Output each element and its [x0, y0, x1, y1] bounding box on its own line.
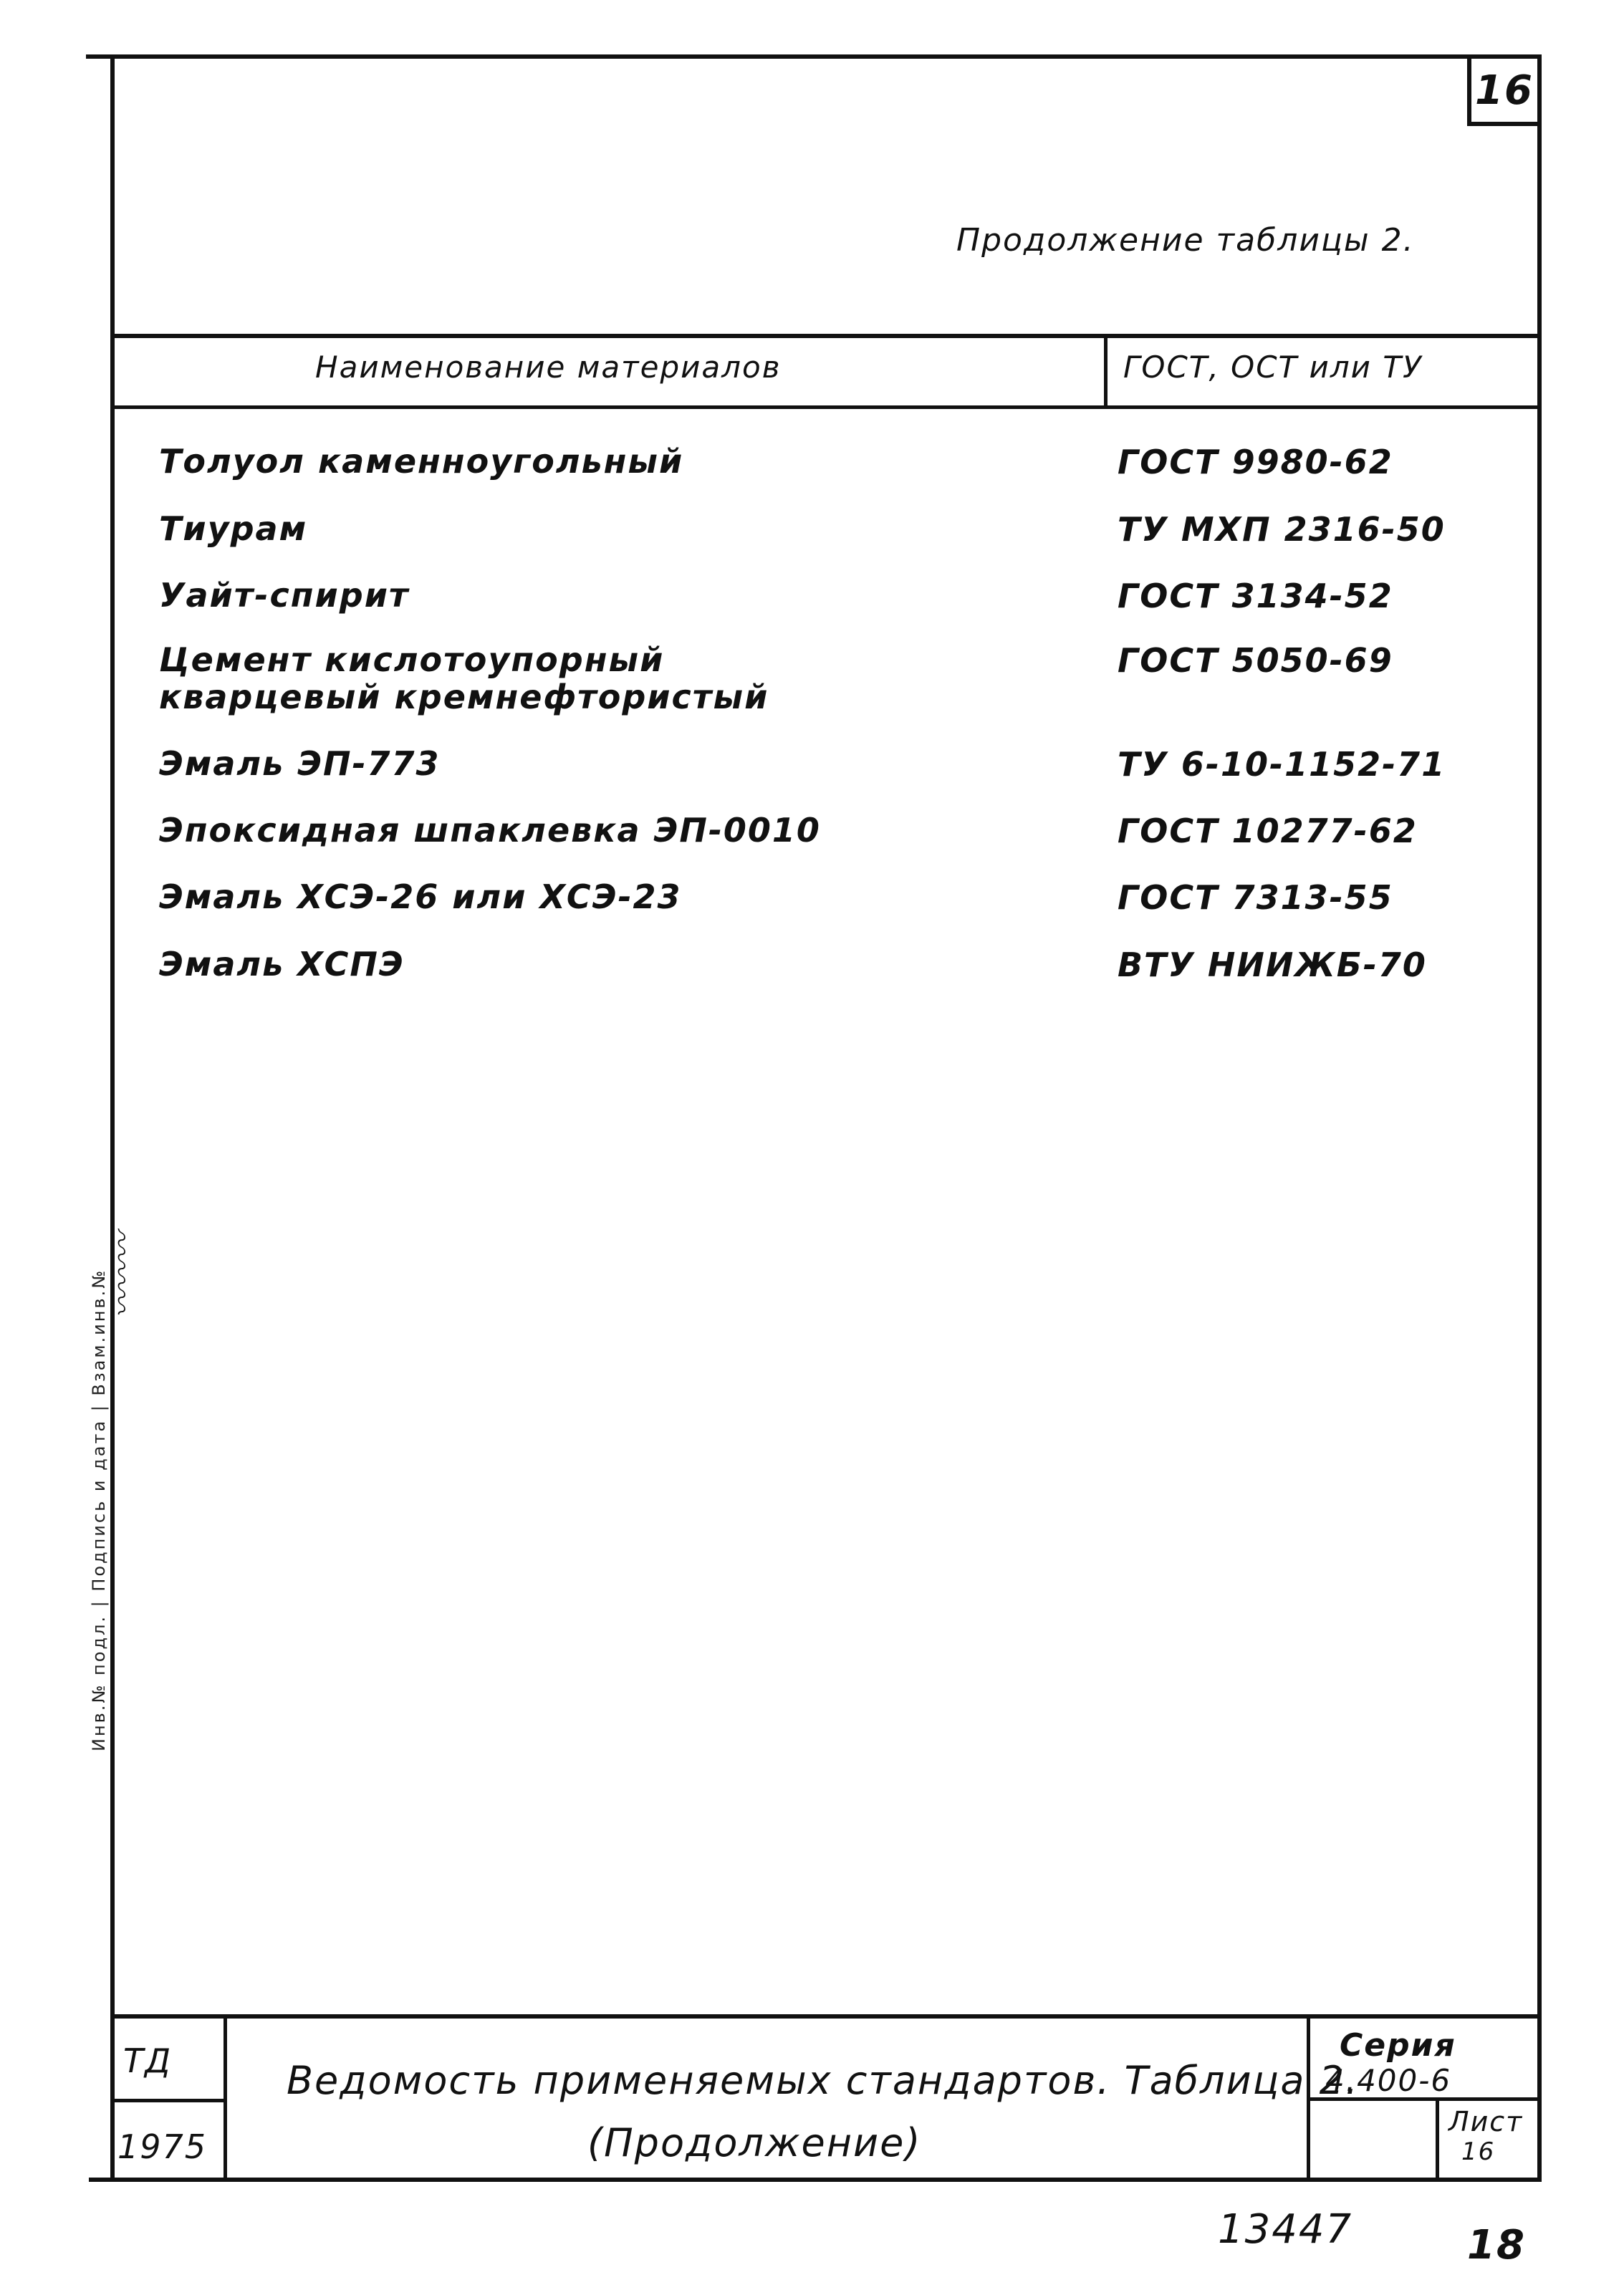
title-block-subtitle: (Продолжение)	[587, 2120, 922, 2165]
table-row-standard: ГОСТ 10277-62	[1118, 812, 1418, 850]
title-block-sheet-label: Лист	[1448, 2106, 1524, 2137]
title-block-top-line	[110, 2014, 1542, 2019]
bottom-extension-line	[89, 2178, 117, 2182]
title-block-sheet-divider	[1436, 2097, 1439, 2182]
table-row-name: Эмаль ХСЭ-26 или ХСЭ-23	[159, 877, 682, 916]
table-row-name: Толуол каменноугольный	[159, 442, 684, 481]
table-header-bottom-line	[110, 405, 1542, 409]
table-row-standard: ГОСТ 3134-52	[1118, 577, 1393, 615]
table-row-name: Цемент кислотоупорный кварцевый кремнефтористый	[159, 640, 769, 716]
table-row-name: Эмаль ЭП-773	[159, 744, 441, 783]
page-number-box	[1467, 54, 1542, 126]
title-block-seria-value: 4.400-6	[1325, 2063, 1452, 2098]
title-block-seria-label: Серия	[1340, 2027, 1456, 2064]
page-box-number: 16	[1475, 67, 1534, 114]
title-block-title: Ведомость применяемых стандартов. Таблица 2.	[287, 2058, 1360, 2103]
table-row-standard: ГОСТ 5050-69	[1118, 641, 1393, 680]
column-header-standard: ГОСТ, ОСТ или ТУ	[1123, 350, 1423, 385]
table-row-standard: ГОСТ 9980-62	[1118, 443, 1393, 481]
column-header-name: Наименование материалов	[315, 350, 782, 385]
table-row-name: Эмаль ХСПЭ	[159, 945, 405, 983]
table-row-standard: ГОСТ 7313-55	[1118, 878, 1393, 917]
title-block-left-divider	[224, 2014, 227, 2182]
title-block-sheet-value: 16	[1461, 2137, 1496, 2166]
table-row-name: Эпоксидная шпаклевка ЭП-0010	[159, 811, 821, 850]
inventory-number: 13447	[1218, 2206, 1353, 2253]
table-row-name: Уайт-спирит	[159, 576, 410, 615]
continuation-note: Продолжение таблицы 2.	[956, 222, 1415, 259]
page-number: 18	[1467, 2222, 1526, 2269]
title-block-year: 1975	[117, 2127, 208, 2166]
title-block-left-mid-line	[110, 2099, 225, 2102]
margin-stamp: Инв.№ подл. | Подпись и дата | Взам.инв.№	[89, 1268, 109, 1751]
margin-signature: 〰〰〰	[107, 1232, 140, 1318]
top-extension-line	[86, 54, 115, 59]
table-header-divider	[1104, 334, 1108, 407]
table-row-standard: ВТУ НИИЖБ-70	[1118, 946, 1427, 984]
table-row-standard: ТУ МХП 2316-50	[1118, 510, 1446, 549]
table-header-top-line	[110, 334, 1542, 338]
title-block-td: ТД	[123, 2041, 173, 2080]
table-row-name: Тиурам	[159, 509, 308, 548]
table-row-standard: ТУ 6-10-1152-71	[1118, 745, 1446, 784]
